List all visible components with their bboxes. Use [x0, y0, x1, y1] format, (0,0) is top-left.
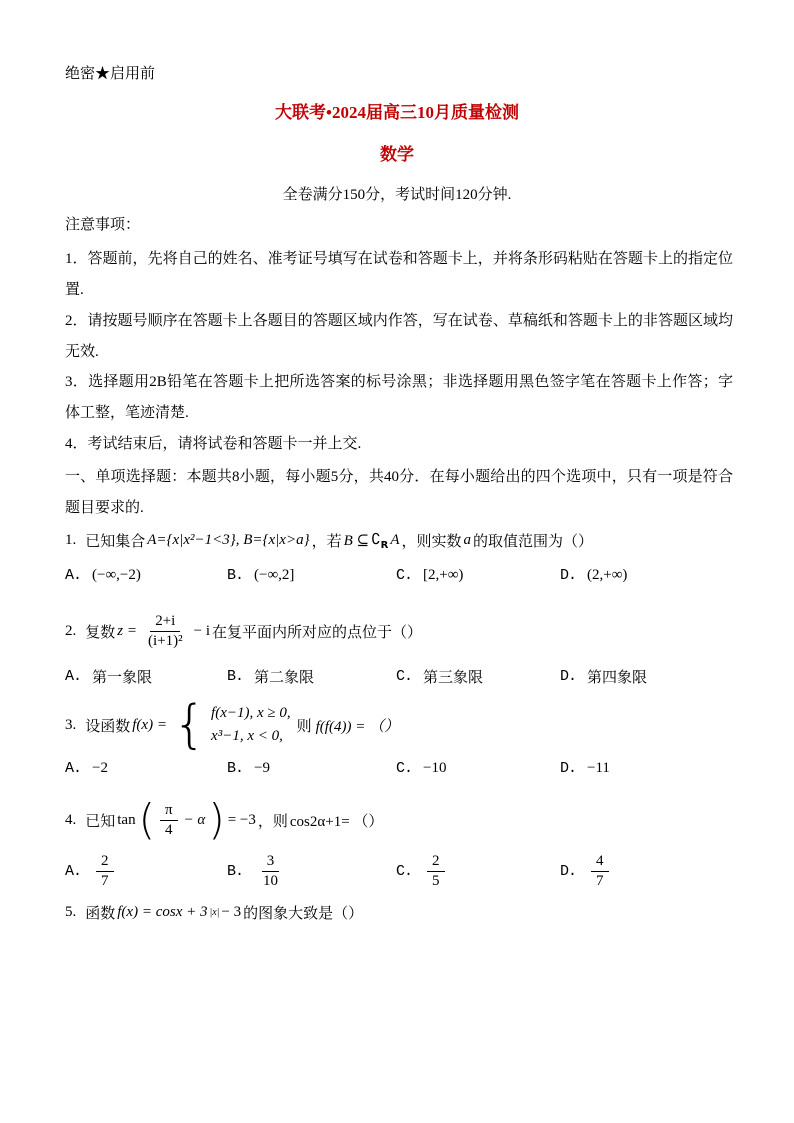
option-value: −10: [423, 760, 447, 776]
math-fx-equals: f(x) =: [132, 716, 167, 733]
question-text: ，若: [311, 533, 342, 550]
math-ff4: f(f(4)) = （）: [315, 718, 400, 735]
question-number: 1.: [65, 531, 77, 548]
math-var-a: a: [463, 531, 472, 548]
option-c: C. $\frac{2}{5}$: [396, 852, 560, 891]
option-fraction: $\frac{3}{10}$: [263, 852, 279, 889]
option-b: B. 第二象限: [227, 668, 315, 686]
piecewise-cases: [211, 702, 291, 749]
question-text: 则: [296, 718, 312, 735]
note-item: 3．选择题用2B铅笔在答题卡上把所选答案的标号涂黑；非选择题用黑色签字笔在答题卡上作答；字体工整，笔迹清楚.: [65, 374, 733, 421]
question-number: 2.: [65, 622, 77, 639]
case-bottom: x³−1, x < 0,: [211, 728, 283, 744]
question-3-options: [65, 760, 733, 777]
option-b: B. (−∞,2]: [227, 567, 295, 584]
math-complement-symbol: $∁_R$: [371, 529, 389, 551]
note-item: 4．考试结束后，请将试卷和答题卡一并上交.: [65, 436, 362, 452]
math-fx-cosx: f(x) = cosx + 3: [117, 903, 208, 920]
math-minus-3: − 3: [221, 903, 242, 920]
option-a: A. −2: [65, 760, 108, 777]
question-text: 复数: [85, 624, 116, 641]
math-sets: A={x|x²−1<3}, B={x|x>a}: [147, 531, 310, 548]
question-text: ，则实数: [401, 533, 462, 550]
math-fraction: $\frac{2+i}{\text{(i+1)²}}$: [147, 612, 183, 649]
option-value: −9: [254, 760, 270, 776]
question-1-stem: [65, 521, 593, 559]
math-tan: tan: [117, 811, 136, 828]
case-top: f(x−1), x ≥ 0,: [211, 704, 291, 721]
option-value: (−∞,−2): [92, 567, 141, 583]
question-text: 已知: [85, 813, 116, 830]
page-title: 大联考•2024届高三10月质量检测: [275, 103, 519, 122]
classification-label: 绝密★启用前: [65, 66, 156, 82]
question-number: 3.: [65, 716, 77, 733]
option-fraction: $\frac{4}{7}$: [591, 852, 609, 891]
question-text: 函数: [85, 905, 116, 922]
option-c: C. −10: [396, 760, 447, 777]
question-2-options: [65, 666, 733, 687]
option-d: D. 第四象限: [560, 668, 648, 686]
math-cos2a: cos2α+1= （）: [289, 813, 384, 830]
option-d: D. (2,+∞): [560, 567, 628, 584]
question-text: 在复平面内所对应的点位于（）: [212, 624, 423, 641]
option-d: D. −11: [560, 760, 610, 777]
question-text: 已知集合: [85, 533, 146, 550]
option-c: C. [2,+∞): [396, 567, 464, 584]
math-exponent-absx: |x|: [209, 906, 220, 918]
option-fraction: $\frac{2}{5}$: [427, 852, 445, 891]
right-paren: ): [208, 795, 225, 845]
option-value: 第二象限: [254, 670, 315, 686]
section-header: 一、单项选择题：本题共8小题，每小题5分，共40分．在每小题给出的四个选项中，只有一项是符合题目要求的.: [65, 469, 733, 516]
option-value: −2: [92, 760, 108, 776]
option-b: B. $\frac{3}{10}$: [227, 852, 396, 891]
question-2-stem: [65, 605, 422, 657]
question-number: 4.: [65, 811, 77, 828]
question-number: 5.: [65, 903, 77, 920]
option-value: 第四象限: [587, 670, 648, 686]
exam-info: 全卷满分150分，考试时间120分钟.: [282, 187, 512, 203]
left-paren: (: [138, 795, 155, 845]
question-text: 的取值范围为（）: [473, 533, 594, 550]
option-value: (−∞,2]: [254, 567, 295, 583]
option-value: 第三象限: [423, 670, 484, 686]
option-a: A. (−∞,−2): [65, 567, 141, 584]
option-fraction: $\frac{2}{7}$: [96, 852, 114, 891]
math-equals-neg3: = −3: [227, 811, 256, 828]
question-4-stem: [65, 791, 385, 849]
option-value: (2,+∞): [587, 567, 628, 583]
math-subset: B ⊆: [343, 532, 370, 549]
question-text: 的图象大致是（）: [243, 905, 364, 922]
option-value: −11: [587, 760, 610, 776]
note-item: 2．请按题号顺序在答题卡上各题目的答题区域内作答，写在试卷、草稿纸和答题卡上的非答题区域均无效.: [65, 313, 733, 360]
option-a: A. $\frac{2}{7}$: [65, 852, 227, 891]
math-set-a: A: [390, 531, 400, 548]
question-3-stem: [65, 694, 401, 755]
math-fraction: $\frac{\pi}{4}$: [160, 801, 178, 840]
math-z-equals: z =: [117, 622, 137, 639]
note-item: 1．答题前，先将自己的姓名、准考证号填写在试卷和答题卡上，并将条形码粘贴在答题卡上的指定位置.: [65, 251, 733, 298]
option-d: D. $\frac{4}{7}$: [560, 852, 733, 891]
question-4-options: [65, 846, 733, 896]
question-5-stem: [65, 897, 363, 927]
option-b: B. −9: [227, 760, 270, 777]
option-c: C. 第三象限: [396, 668, 484, 686]
notes-header: 注意事项：: [65, 217, 141, 233]
subject-title: 数学: [380, 145, 414, 164]
piecewise-brace: {: [172, 694, 207, 755]
option-value: [2,+∞): [423, 567, 464, 583]
question-1-options: [65, 567, 733, 584]
math-minus-i: − i: [193, 622, 210, 639]
option-a: A. 第一象限: [65, 668, 153, 686]
option-value: 第一象限: [92, 670, 153, 686]
question-text: ，则: [257, 813, 288, 830]
question-text: 设函数: [85, 718, 131, 735]
math-minus-alpha: − α: [183, 811, 206, 828]
